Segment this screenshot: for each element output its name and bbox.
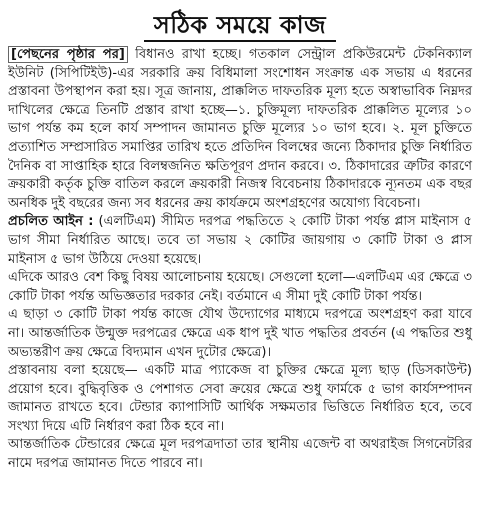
paragraph-5: প্রস্তাবনায় বলা হয়েছে— একটি মাত্র প্যাকেজ বা চুক্তির ক্ষেত্রে মূল্য ছাড় (ডিসকাউন্ট) প্রয়োগ হবে। বুদ্ধিবৃত্তিক ও পেশাগত সেবা ক্রয়ের ক্ষেত্রে শুধু ফার্মকে ৫ ভাগ কার্যসম্পাদন জামানত রাখতে হবে। টেন্ডার ক্যাপাসিটি আর্থিক সক্ষমতার ভিত্তিতে নির্ধারিত হবে, তবে সংখ্যা দিয়ে এটি নির্ধারণ করা ঠিক হবে না। (8, 363, 472, 434)
article-body (8, 46, 472, 474)
paragraph-2 (8, 213, 472, 269)
continued-from-label: [পেছনের পৃষ্ঠার পর] (8, 46, 128, 63)
paragraph-2-text: (এলটিএম) সীমিত দরপত্র পদ্ধতিতে ২ কোটি টাকা পর্যন্ত প্লাস মাইনাস ৫ ভাগ সীমা নির্ধারিত আছে। তবে তা সভায় ২ কোটির জায়গায় ৩ কোটি টাকা ও প্লাস মাইনাস ৫ ভাগ উঠিয়ে দেওয়া হয়েছে। (8, 214, 472, 267)
paragraph-1-text: বিধানও রাখা হচ্ছে। গতকাল সেন্ট্রাল প্রকিউরমেন্ট টেকনিক্যাল ইউনিট (সিপিটিইউ)-এর সরকারি ক্রয় বিধিমালা সংশোধন সংক্রান্ত এক সভায় এ ধরনের প্রস্তাবনা উপস্থাপন করা হয়। সূত্র জানায়, প্রাক্কলিত দাফতরিক মূল্য হতে অস্বাভাবিক নিম্নদর দাখিলের ক্ষেত্রে তিনটি প্রস্তাব রাখা হচ্ছে—১. চুক্তিমূল্য দাফতরিক প্রাক্কলিত মূল্যের ১০ ভাগ পর্যন্ত কম হলে কার্য সম্পাদন জামানত চুক্তি মূল্যের ১০ ভাগ হবে। ২. মূল চুক্তিতে প্রত্যাশিত সম্প্রসারিত সমাপ্তির তারিখ হতে প্রতিদিন বিলম্বের জন্যে ঠিকাদার চুক্তি নির্ধারিত দৈনিক বা সাপ্তাহিক হারে বিলম্বজনিত ক্ষতিপূরণ প্রদান করবে। ৩. ঠিকাদারের ত্রুটির কারণে ক্রয়কারী কর্তৃক চুক্তি বাতিল করলে ক্রয়কারী নিজস্ব বিবেচনায় ঠিকাদারকে ন্যূনতম এক বছর অনধিক দুই বছরের জন্য সব ধরনের ক্রয় কার্যক্রমে অংশগ্রহণের অযোগ্য বিবেচনা। (8, 47, 472, 211)
paragraph-6: আন্তর্জাতিক টেন্ডারের ক্ষেত্রে মূল দরপত্রদাতা তার স্থানীয় এজেন্ট বা অথরাইজ সিগনেটরির নামে দরপত্র জামানত দিতে পারবে না। (8, 437, 472, 472)
paragraph-1 (8, 46, 472, 213)
paragraph-3: এদিকে আরও বেশ কিছু বিষয় আলোচনায় হয়েছে। সেগুলো হলো—এলটিএম এর ক্ষেত্রে ৩ কোটি টাকা পর্যন্ত অভিজ্ঞতার দরকার নেই। বর্তমানে এ সীমা দুই কোটি টাকা পর্যন্ত। (8, 270, 472, 304)
headline-container (8, 10, 472, 42)
article-headline: সঠিক সময়ে কাজ (144, 10, 336, 42)
current-law-label: প্রচলিত আইন : (8, 214, 94, 230)
paragraph-4: এ ছাড়া ৩ কোটি টাকা পর্যন্ত কাজে যৌথ উদ্যোগের মাধ্যমে দরপত্রে অংশগ্রহণ করা যাবে না। আন্তর্জাতিক উন্মুক্ত দরপত্রের ক্ষেত্রে এক ধাপ দুই খাত পদ্ধতির প্রবর্তন (এ পদ্ধতির শুধু অভ্যন্তরীণ ক্রয় ক্ষেত্রে বিদ্যমান এখন দুটোর ক্ষেত্রে)। (8, 307, 472, 360)
